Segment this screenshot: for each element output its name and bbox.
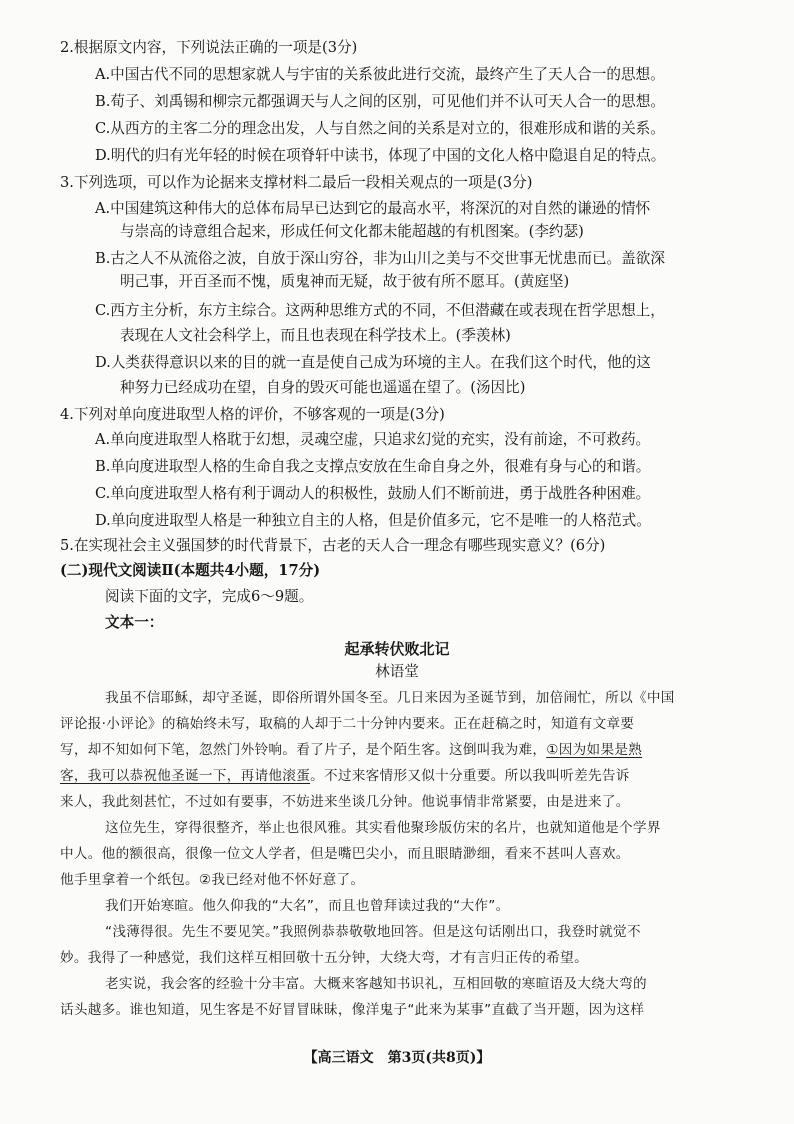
article-p4-line2: 妙。我得了一种感觉，我们这样互相回敬十五分钟，大绕大弯，才有言归正传的希望。 bbox=[60, 950, 588, 966]
article-p5-line1: 老实说，我会客的经验十分丰富。大概来客越知书识礼，互相回敬的寒暄语及大绕大弯的 bbox=[105, 976, 647, 992]
underlined-sentence-1-end: 客，我可以恭祝他圣诞一下，再请他滚蛋 bbox=[60, 768, 311, 784]
question-2-option-a: A.中国古代不同的思想家就人与宇宙的关系彼此进行交流，最终产生了天人合一的思想。 bbox=[95, 66, 665, 83]
question-4-stem: 4.下列对单向度进取型人格的评价，不够客观的一项是(3分) bbox=[60, 406, 445, 423]
question-3-option-d-line1: D.人类获得意识以来的目的就一直是使自己成为环境的主人。在我们这个时代，他的这 bbox=[95, 354, 651, 371]
article-title: 起承转伏败北记 bbox=[344, 640, 450, 658]
article-p1-line3-text: 写，却不知如何下笔，忽然门外铃响。看了片子，是个陌生客。这倒叫我为难， bbox=[60, 742, 547, 758]
article-p5-line2: 话头越多。谁也知道，见生客是不好冒冒昧昧，像洋鬼子“此来为某事”直截了当开题，因为这样 bbox=[60, 1002, 645, 1018]
question-3-option-b-line2: 明己事，开百圣而不愧，质鬼神而无疑，故于彼有所不愿耳。(黄庭坚) bbox=[120, 273, 570, 290]
article-p1-line4 bbox=[60, 766, 630, 786]
article-p2-line2: 中人。他的额很高，很像一位文人学者，但是嘴巴尖小，而且眼睛渺细，看来不甚叫人喜欢。 bbox=[60, 846, 630, 862]
question-4-option-b: B.单向度进取型人格的生命自我之支撑点安放在生命自身之外，很难有身与心的和谐。 bbox=[95, 458, 651, 475]
question-3-option-c-line1: C.西方主分析，东方主综合。这两种思维方式的不同，不但潜藏在或表现在哲学思想上， bbox=[95, 302, 665, 319]
question-3-option-d-line2: 种努力已经成功在望，自身的毁灭可能也遥遥在望了。(汤因比) bbox=[120, 379, 526, 396]
article-p2-line1: 这位先生，穿得很整齐，举止也很风雅。其实看他聚珍版仿宋的名片，也就知道他是个学界 bbox=[105, 820, 661, 836]
article-p1-line1: 我虽不信耶稣，却守圣诞，即俗所谓外国冬至。几日来因为圣诞节到，加倍闹忙，所以《中国 bbox=[105, 690, 675, 706]
article-p1-line5: 来人，我此刻甚忙，不过如有要事，不妨进来坐谈几分钟。他说事情非常紧要，由是进来了。 bbox=[60, 794, 630, 810]
question-3-option-a-line2: 与崇高的诗意组合起来，形成任何文化都未能超越的有机图案。(李约瑟) bbox=[120, 223, 584, 240]
article-p1-line3 bbox=[60, 740, 642, 760]
article-p4-line1: “浅薄得很。先生不要见笑。”我照例恭恭敬敬地回答。但是这句话刚出口，我登时就觉不 bbox=[105, 924, 641, 940]
question-2-option-d: D.明代的归有光年轻的时候在项脊轩中读书，体现了中国的文化人格中隐退自足的特点。 bbox=[95, 147, 666, 164]
article-author: 林语堂 bbox=[375, 663, 419, 680]
question-4-option-d: D.单向度进取型人格是一种独立自主的人格，但是价值多元，它不是唯一的人格范式。 bbox=[95, 512, 651, 529]
page-footer: 【高三语文 第3页(共8页)】 bbox=[303, 1050, 491, 1066]
section-instruction: 阅读下面的文字，完成6～9题。 bbox=[105, 588, 314, 605]
question-2-option-b: B.荀子、刘禹锡和柳宗元都强调天与人之间的区别，可见他们并不认可天人合一的思想。 bbox=[95, 93, 665, 110]
underlined-sentence-1-start: ①因为如果是熟 bbox=[546, 742, 643, 758]
question-4-option-a: A.单向度进取型人格耽于幻想，灵魂空虚，只追求幻觉的充实，没有前途，不可救药。 bbox=[95, 431, 651, 448]
question-3-option-a-line1: A.中国建筑这种伟大的总体布局早已达到它的最高水平，将深沉的对自然的谦逊的情怀 bbox=[95, 200, 651, 217]
article-p1-line4-text: 。不过来客情形又似十分重要。所以我叫听差先告诉 bbox=[310, 768, 630, 784]
question-3-option-b-line1: B.古之人不从流俗之波，自放于深山穷谷，非为山川之美与不交世事无忧患而已。盖欲深 bbox=[95, 250, 665, 267]
question-2-stem: 2.根据原文内容，下列说法正确的一项是(3分) bbox=[60, 39, 358, 56]
question-3-option-c-line2: 表现在人文社会科学上，而且也表现在科学技术上。(季羡林) bbox=[120, 327, 511, 344]
article-p1-line2: 评论报·小评论》的稿始终未写，取稿的人却于二十分钟内要来。正在赶稿之时，知道有文章要 bbox=[60, 716, 635, 732]
section-heading: (二)现代文阅读Ⅱ(本题共4小题，17分) bbox=[60, 562, 321, 579]
question-3-stem: 3.下列选项，可以作为论据来支撑材料二最后一段相关观点的一项是(3分) bbox=[60, 174, 533, 191]
question-5-stem: 5.在实现社会主义强国梦的时代背景下，古老的天人合一理念有哪些现实意义？(6分) bbox=[60, 537, 606, 554]
question-2-option-c: C.从西方的主客二分的理念出发，人与自然之间的关系是对立的，很难形成和谐的关系。 bbox=[95, 120, 665, 137]
question-4-option-c: C.单向度进取型人格有利于调动人的积极性，鼓励人们不断前进，勇于战胜各种困难。 bbox=[95, 485, 651, 502]
article-p3-line1: 我们开始寒暄。他久仰我的“大名”，而且也曾拜读过我的“大作”。 bbox=[105, 898, 510, 914]
article-p2-line3: 他手里拿着一个纸包。②我已经对他不怀好意了。 bbox=[60, 872, 365, 888]
text-one-label: 文本一： bbox=[105, 614, 164, 631]
